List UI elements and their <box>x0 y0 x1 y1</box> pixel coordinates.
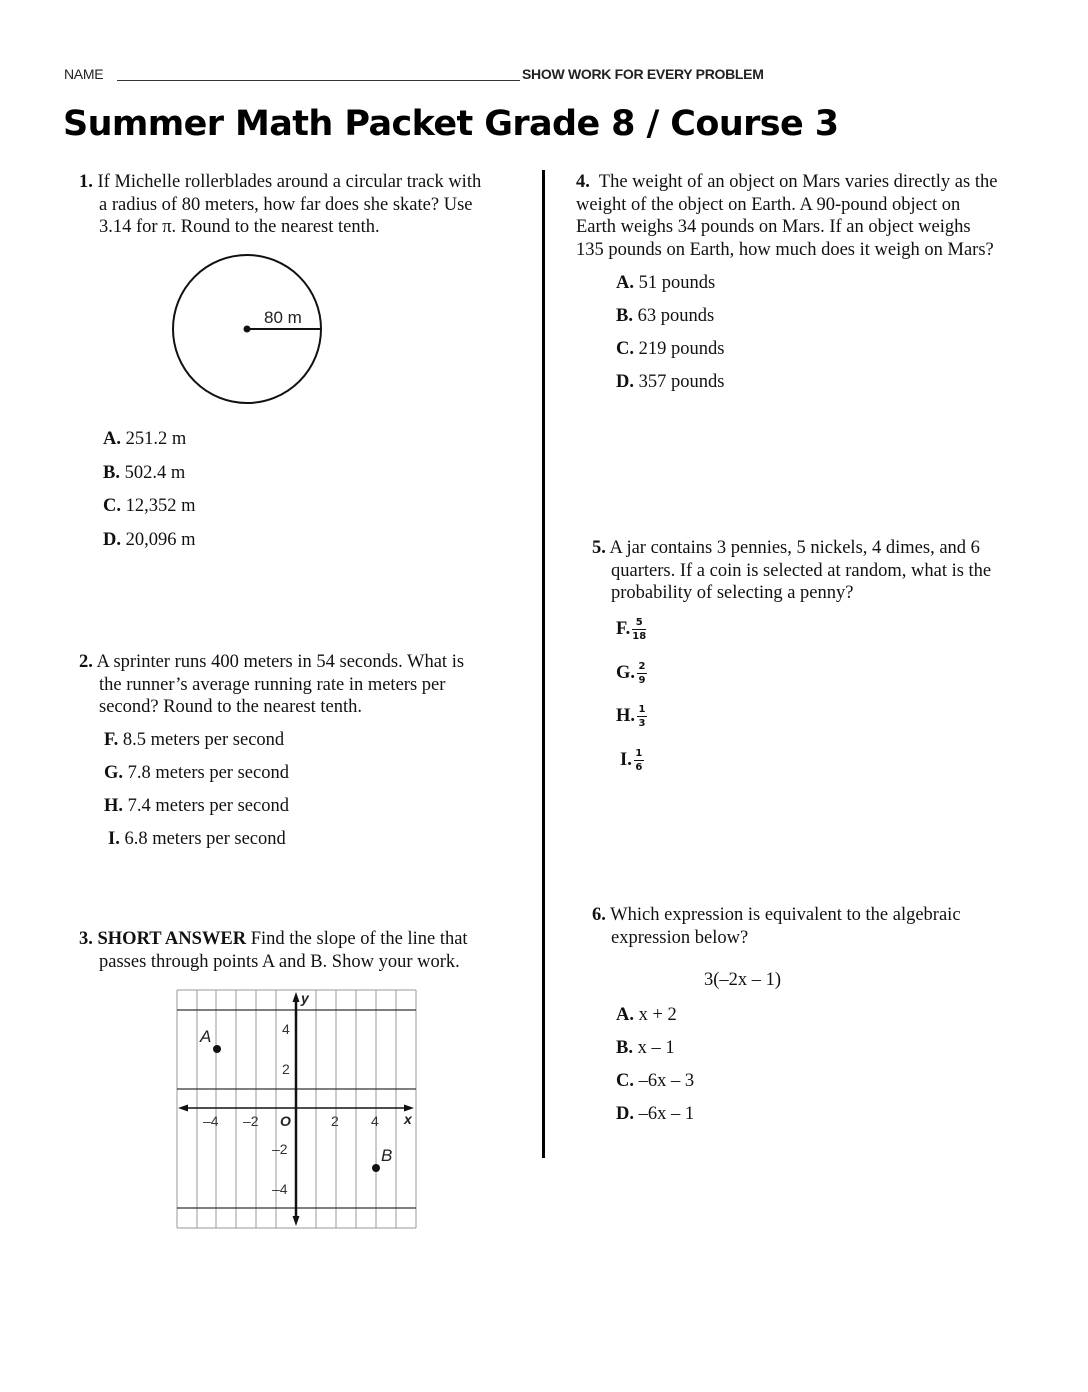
svg-text:–2: –2 <box>272 1141 288 1157</box>
y-axis-up-arrow-icon <box>293 992 300 1002</box>
q6-choices <box>616 1004 694 1136</box>
question-number: 6. <box>592 905 606 925</box>
choice-i[interactable]: I. 6.8 meters per second <box>108 829 286 849</box>
question-text: The weight of an object on Mars varies directly as the <box>598 172 998 192</box>
choice-f[interactable]: F. $\frac{5}{18}$ <box>616 617 647 642</box>
y-tick-labels <box>272 1021 290 1197</box>
radius-label: 80 m <box>264 308 302 327</box>
choice-a[interactable]: A. 251.2 m <box>103 429 187 449</box>
question-3 <box>79 928 529 973</box>
name-blank-line[interactable] <box>117 80 520 81</box>
y-axis-down-arrow-icon <box>293 1216 300 1226</box>
question-text: A jar contains 3 pennies, 5 nickels, 4 dimes, and 6 <box>609 538 980 558</box>
x-tick-labels <box>203 1113 379 1129</box>
choice-g[interactable]: G. 7.8 meters per second <box>104 763 289 783</box>
choice-a[interactable]: A. x + 2 <box>616 1005 677 1025</box>
choice-b[interactable]: B. x – 1 <box>616 1038 675 1058</box>
coordinate-grid <box>170 984 430 1234</box>
question-text: quarters. If a coin is selected at random, what is the <box>611 560 992 581</box>
fraction: $\frac{1}{6}$ <box>635 748 643 773</box>
question-text: second? Round to the nearest tenth. <box>99 697 363 717</box>
choice-h[interactable]: H. 7.4 meters per second <box>104 796 289 816</box>
svg-text:4: 4 <box>282 1021 290 1037</box>
choice-g[interactable]: G. $\frac{2}{9}$ <box>616 661 646 686</box>
choice-d[interactable]: D. 357 pounds <box>616 372 725 392</box>
choice-b[interactable]: B. 63 pounds <box>616 306 715 326</box>
circle-figure <box>170 250 330 410</box>
point-a-label: A <box>200 1027 212 1046</box>
choice-c[interactable]: C. 219 pounds <box>616 339 725 359</box>
choice-a[interactable]: A. 51 pounds <box>616 273 716 293</box>
q4-choices <box>616 272 724 404</box>
question-text: expression below? <box>611 927 749 948</box>
x-axis-label: x <box>404 1111 412 1127</box>
choice-b[interactable]: B. 502.4 m <box>103 462 186 483</box>
question-text: weight of the object on Earth. A 90-pound object on <box>576 194 961 215</box>
instruction-text: SHOW WORK FOR EVERY PROBLEM <box>522 66 764 82</box>
column-divider <box>542 170 545 1158</box>
choice-h[interactable]: H. $\frac{1}{3}$ <box>616 704 646 729</box>
choice-i[interactable]: I. $\frac{1}{6}$ <box>620 748 643 773</box>
svg-text:–4: –4 <box>203 1113 219 1129</box>
choice-c[interactable]: C. 12,352 m <box>103 496 196 516</box>
question-number: 3. <box>79 929 93 949</box>
point-a <box>213 1045 221 1053</box>
question-text: Which expression is equivalent to the algebraic <box>610 905 961 925</box>
svg-text:2: 2 <box>331 1113 339 1129</box>
choice-c[interactable]: C. –6x – 3 <box>616 1071 695 1091</box>
question-4 <box>576 171 1046 261</box>
svg-text:–2: –2 <box>243 1113 259 1129</box>
question-1 <box>79 171 529 239</box>
svg-text:2: 2 <box>282 1061 290 1077</box>
short-answer-label: SHORT ANSWER <box>97 929 247 949</box>
question-2 <box>79 651 529 719</box>
point-b-label: B <box>381 1146 393 1165</box>
question-text: 3.14 for π. Round to the nearest tenth. <box>99 217 380 237</box>
x-axis-left-arrow-icon <box>178 1105 188 1112</box>
question-6 <box>592 904 1042 949</box>
choice-f[interactable]: F. 8.5 meters per second <box>104 730 285 750</box>
point-b <box>372 1164 380 1172</box>
question-number: 1. <box>79 172 93 192</box>
choice-d[interactable]: D. –6x – 1 <box>616 1104 695 1124</box>
question-text: a radius of 80 meters, how far does she skate? Use <box>99 194 473 215</box>
name-label: NAME <box>64 66 104 82</box>
center-point <box>244 326 251 333</box>
question-text: If Michelle rollerblades around a circular track with <box>97 172 482 192</box>
fraction: $\frac{5}{18}$ <box>632 617 647 642</box>
question-text: passes through points A and B. Show your work. <box>99 951 460 972</box>
question-text: probability of selecting a penny? <box>611 583 854 603</box>
question-text: Find the slope of the line that <box>250 929 468 949</box>
fraction: $\frac{1}{3}$ <box>638 704 646 729</box>
q2-choices <box>104 729 289 861</box>
question-number: 2. <box>79 652 93 672</box>
origin-label: O <box>280 1113 291 1129</box>
q1-choices <box>103 428 196 562</box>
fraction: $\frac{2}{9}$ <box>638 661 646 686</box>
question-text: A sprinter runs 400 meters in 54 seconds. What is <box>96 652 465 672</box>
y-axis-label: y <box>301 990 309 1006</box>
question-number: 4. <box>576 172 590 192</box>
choice-d[interactable]: D. 20,096 m <box>103 529 196 550</box>
question-text: 135 pounds on Earth, how much does it weigh on Mars? <box>576 239 994 260</box>
question-5 <box>592 537 1042 605</box>
q5-choices <box>616 617 647 792</box>
svg-text:–4: –4 <box>272 1181 288 1197</box>
page-title: Summer Math Packet Grade 8 / Course 3 <box>63 104 839 144</box>
svg-text:4: 4 <box>371 1113 379 1129</box>
algebraic-expression: 3(–2x – 1) <box>704 970 782 990</box>
question-text: Earth weighs 34 pounds on Mars. If an object weighs <box>576 217 971 237</box>
question-text: the runner’s average running rate in meters per <box>99 674 446 695</box>
question-number: 5. <box>592 538 606 558</box>
